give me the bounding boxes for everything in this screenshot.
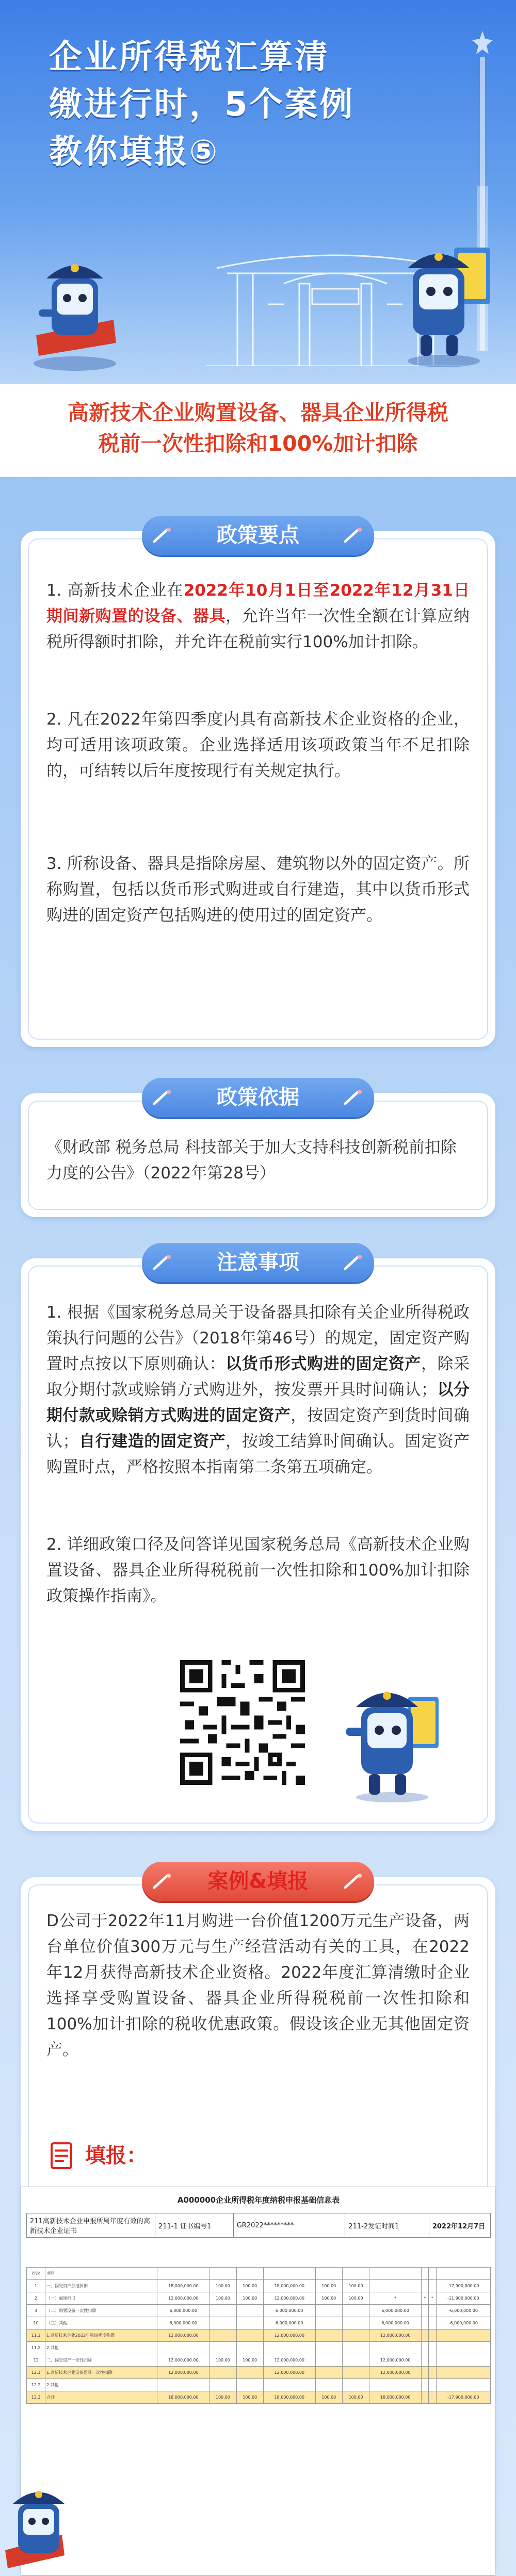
table-cell <box>429 2342 436 2354</box>
table-cell: 100.00 <box>315 2280 342 2292</box>
table-cell: 行次 <box>27 2268 45 2280</box>
subtitle-line-1: 高新技术企业购置设备、器具企业所得税 <box>68 400 448 425</box>
table-cell <box>157 2342 209 2354</box>
header-banner <box>0 0 516 384</box>
brush-icon <box>152 1873 173 1890</box>
table-cell: 1.高新技术企业2022年第四季度购置 <box>45 2329 157 2342</box>
policy-basis-text: 《财政部 税务总局 科技部关于加大支持科技创新税前扣除力度的公告》（2022年第28号） <box>46 1138 457 1183</box>
table-cell <box>342 2317 369 2329</box>
table-cell <box>422 2317 429 2329</box>
table-cell: 12,000,000.00 <box>157 2367 209 2379</box>
table-cell: 2.其他 <box>45 2379 157 2391</box>
table-cell: * <box>429 2292 436 2305</box>
table-cell: -17,900,000.00 <box>436 2391 490 2404</box>
table-cell: 6,000,000.00 <box>369 2317 422 2329</box>
table-cell: 12.1 <box>27 2367 45 2379</box>
brush-icon <box>343 527 364 544</box>
table-cell: -17,900,000.00 <box>436 2280 490 2292</box>
notes-pill <box>142 1243 374 1282</box>
cert-row-label: 211高新技术企业申报所属年度有效的高新技术企业证书 <box>27 2213 155 2238</box>
table-cell: 1.高新技术企业设备器具一次性扣除 <box>45 2367 157 2379</box>
table-cell <box>422 2329 429 2342</box>
table-cell <box>315 2367 342 2379</box>
note-2: 2. 详细政策口径及问答详见国家税务总局《高新技术企业购置设备、器具企业所得税税前一次性扣除和100%加计扣除政策操作指南》。 <box>46 1535 470 1605</box>
table-cell <box>429 2367 436 2379</box>
table-cell: 100.00 <box>236 2280 263 2292</box>
table-cell <box>369 2342 422 2354</box>
table-cell <box>436 2268 490 2280</box>
table-cell <box>422 2391 429 2404</box>
table-cell: 3 <box>27 2305 45 2317</box>
table-cell <box>422 2268 429 2280</box>
table-cell: 18,000,000.00 <box>157 2391 209 2404</box>
table-cell: 6,000,000.00 <box>263 2305 315 2317</box>
table-cell <box>436 2354 490 2367</box>
table-cell: 12,000,000.00 <box>369 2367 422 2379</box>
table-cell <box>342 2329 369 2342</box>
table-cell: 100.00 <box>342 2280 369 2292</box>
table-cell: 一、固定资产加速折旧 <box>45 2280 157 2292</box>
table-cell: 6,000,000.00 <box>263 2317 315 2329</box>
table-row <box>27 2329 491 2342</box>
table-cell: 12,000,000.00 <box>157 2292 209 2305</box>
table-cell: 100.00 <box>209 2391 236 2404</box>
brush-icon <box>343 1089 364 1106</box>
table-row <box>27 2305 491 2317</box>
table-cell <box>342 2268 369 2280</box>
table-cell <box>236 2268 263 2280</box>
table-cell: 12,000,000.00 <box>157 2329 209 2342</box>
table-row <box>27 2280 491 2292</box>
title-line-1: 企业所得税汇算清 <box>49 38 330 76</box>
case-text: D公司于2022年11月购进一台价值1200万元生产设备，两台单位价值300万元与生产经营活动有关的工具，在2022年12月获得高新技术企业资格。2022年度汇算清缴时企业选择享受购置设备、器具企业所得税税前一次性扣除和100%加计扣除的税收优惠政策。假设该企业无其他固定资产。 <box>46 1912 470 2059</box>
table-row <box>27 2342 491 2354</box>
bold-text: 自行建造的固定资产 <box>78 1432 226 1451</box>
text: ，除采取分期付款或赊销方式购进外，按发票开具时间确认； <box>46 1355 470 1399</box>
table-cell: 12,000,000.00 <box>263 2292 315 2305</box>
fill-label: 填报： <box>85 2144 147 2168</box>
tax-mascot-middle <box>335 1650 449 1805</box>
bold-text: 以货币形式购进的固定资产 <box>225 1355 421 1373</box>
table-cell: 100.00 <box>342 2391 369 2404</box>
text: ，按固定资产到货时间确认； <box>46 1406 470 1451</box>
brush-icon <box>152 1089 173 1106</box>
table-cell: 2.其他 <box>45 2342 157 2354</box>
table-cell: 6,000,000.00 <box>369 2305 422 2317</box>
bold-text: 以分期付款或赊销方式购进的固定资产 <box>46 1381 470 1425</box>
table-cell <box>429 2354 436 2367</box>
table-row <box>27 2379 491 2391</box>
table-row <box>27 2317 491 2329</box>
table-cell <box>429 2391 436 2404</box>
table-cell <box>209 2329 236 2342</box>
cert-date-value: 2022年12月7日 <box>429 2213 490 2238</box>
table-row <box>27 2268 491 2280</box>
table-cell: 12,000,000.00 <box>369 2354 422 2367</box>
table-cell <box>429 2379 436 2391</box>
table-cell: 100.00 <box>315 2292 342 2305</box>
text: ，按竣工结算时间确认。固定资产购置时点，严格按照本指南第二条第五项确定。 <box>46 1432 470 1476</box>
table-cell: 11.1 <box>27 2329 45 2342</box>
pill-label: 政策要点 <box>217 523 299 547</box>
table-cell: 100.00 <box>315 2391 342 2404</box>
table-row <box>27 2354 491 2367</box>
policy-points-pill <box>142 516 374 555</box>
table-cell <box>263 2268 315 2280</box>
table-cell: 合计 <box>45 2391 157 2404</box>
table-cell <box>429 2268 436 2280</box>
table-cell <box>315 2305 342 2317</box>
cert-no-label: 211-1 证书编号1 <box>155 2213 234 2238</box>
table-cell: （三）其他 <box>45 2317 157 2329</box>
table-row <box>27 2367 491 2379</box>
cert-no-value: GR2022********* <box>233 2213 345 2238</box>
brush-icon <box>343 1254 364 1271</box>
table-cell <box>236 2379 263 2391</box>
table-cell <box>436 2379 490 2391</box>
table-cell <box>315 2354 342 2367</box>
table-cell <box>429 2305 436 2317</box>
table-cell <box>263 2342 315 2354</box>
table-cell: 100.00 <box>209 2292 236 2305</box>
table-cell <box>157 2379 209 2391</box>
table-cell: 12,000,000.00 <box>263 2367 315 2379</box>
table-cell <box>422 2280 429 2292</box>
table-cell: 2 <box>27 2292 45 2305</box>
table-cell: 100.00 <box>236 2391 263 2404</box>
text: 1. 高新技术企业在 <box>46 581 184 600</box>
pill-label: 注意事项 <box>217 1251 299 1274</box>
subtitle <box>31 397 485 459</box>
title-line-2: 缴进行时，5个案例 <box>49 86 355 124</box>
table-cell <box>236 2317 263 2329</box>
table-cell <box>436 2329 490 2342</box>
table-cell <box>422 2354 429 2367</box>
table-cell <box>236 2367 263 2379</box>
table-cell: （一）加速折旧 <box>45 2292 157 2305</box>
brush-icon <box>152 527 173 544</box>
page-title <box>49 34 441 176</box>
table-cell: * <box>369 2292 422 2305</box>
text: ，允许当年一次性全额在计算应纳税所得额时扣除，并允许在税前实行100%加计扣除。 <box>46 607 470 651</box>
table-cell <box>369 2268 422 2280</box>
table-cell: 12,000,000.00 <box>263 2354 315 2367</box>
table-cell <box>315 2317 342 2329</box>
table-cell: 12,000,000.00 <box>369 2329 422 2342</box>
table-cell <box>209 2379 236 2391</box>
table-row <box>27 2391 491 2404</box>
table-cell <box>369 2280 422 2292</box>
table-cell <box>422 2367 429 2379</box>
table-cell <box>342 2305 369 2317</box>
case-pill <box>142 1862 374 1901</box>
table-cell: -6,000,000.00 <box>436 2305 490 2317</box>
table-cell: 1 <box>27 2280 45 2292</box>
table-cell: （二）购置设备一次性扣除 <box>45 2305 157 2317</box>
form-data-table <box>26 2267 491 2404</box>
table-cell <box>315 2379 342 2391</box>
policy-point-1 <box>46 578 470 655</box>
tax-form-screenshot <box>21 2187 495 2576</box>
table-cell: 二、固定资产一次性扣除 <box>45 2354 157 2367</box>
table-cell: 100.00 <box>342 2292 369 2305</box>
table-cell <box>209 2342 236 2354</box>
table-row <box>27 2292 491 2305</box>
form-info-table <box>26 2213 491 2238</box>
table-cell: 12.2 <box>27 2379 45 2391</box>
table-cell: * <box>422 2292 429 2305</box>
table-cell <box>209 2268 236 2280</box>
table-cell: 11.2 <box>27 2342 45 2354</box>
table-cell <box>422 2379 429 2391</box>
table-cell: 100.00 <box>209 2280 236 2292</box>
table-cell: 12 <box>27 2354 45 2367</box>
table-cell: 100.00 <box>236 2354 263 2367</box>
table-cell: 18,000,000.00 <box>369 2391 422 2404</box>
table-cell: -11,900,000.00 <box>436 2292 490 2305</box>
table-cell <box>315 2268 342 2280</box>
table-cell <box>429 2329 436 2342</box>
table-cell <box>342 2342 369 2354</box>
table-cell: 18,000,000.00 <box>263 2280 315 2292</box>
table-cell <box>315 2329 342 2342</box>
tax-mascot-bottom <box>0 2473 77 2576</box>
table-cell <box>209 2317 236 2329</box>
table-cell: 18,000,000.00 <box>263 2391 315 2404</box>
table-cell <box>236 2342 263 2354</box>
table-cell: -6,000,000.00 <box>436 2317 490 2329</box>
pill-label: 政策依据 <box>217 1086 299 1109</box>
table-cell: 100.00 <box>236 2292 263 2305</box>
table-cell: 18,000,000.00 <box>157 2280 209 2292</box>
note-1 <box>46 1300 470 1480</box>
table-cell <box>236 2329 263 2342</box>
table-cell <box>315 2342 342 2354</box>
table-cell: 12,000,000.00 <box>263 2329 315 2342</box>
table-cell <box>342 2354 369 2367</box>
table-cell <box>429 2280 436 2292</box>
cert-date-label: 211-2发证时间1 <box>345 2213 429 2238</box>
table-cell: 100.00 <box>209 2354 236 2367</box>
table-cell <box>209 2367 236 2379</box>
brush-icon <box>152 1254 173 1271</box>
form-title: A000000企业所得税年度纳税申报基础信息表 <box>177 2195 340 2205</box>
table-cell <box>342 2367 369 2379</box>
table-cell <box>342 2379 369 2391</box>
table-cell <box>422 2342 429 2354</box>
table-cell <box>157 2268 209 2280</box>
table-cell <box>369 2379 422 2391</box>
table-cell: 12,000,000.00 <box>157 2354 209 2367</box>
table-cell: 10 <box>27 2317 45 2329</box>
highlight-text: 2022年10月1日至2022年12月31日期间新购置的设备、器具 <box>46 581 470 626</box>
table-cell <box>263 2379 315 2391</box>
table-cell <box>209 2305 236 2317</box>
table-cell: 12.3 <box>27 2391 45 2404</box>
qr-code[interactable] <box>175 1655 310 1790</box>
table-cell: 项目 <box>45 2268 157 2280</box>
table-cell: 6,000,000.00 <box>157 2317 209 2329</box>
title-line-3: 教你填报⑤ <box>49 133 220 171</box>
policy-point-2: 2. 凡在2022年第四季度内具有高新技术企业资格的企业，均可适用该项政策。企业选择适用该项政策当年不足扣除的，可结转以后年度按现行有关规定执行。 <box>46 710 470 780</box>
pill-label: 案例&填报 <box>207 1869 309 1893</box>
table-cell: 6,000,000.00 <box>157 2305 209 2317</box>
tax-mascot-right <box>392 217 495 371</box>
policy-basis-pill <box>142 1078 374 1117</box>
table-cell <box>422 2305 429 2317</box>
policy-point-3: 3. 所称设备、器具是指除房屋、建筑物以外的固定资产。所称购置，包括以货币形式购进或自行建造，其中以货币形式购进的固定资产包括购进的使用过的固定资产。 <box>46 855 470 925</box>
text: 1. 根据《国家税务总局关于设备器具扣除有关企业所得税政策执行问题的公告》（2018年第46号）的规定，固定资产购置时点按以下原则确认： <box>46 1303 470 1373</box>
table-cell <box>436 2342 490 2354</box>
table-cell <box>429 2317 436 2329</box>
tax-mascot-left <box>21 232 129 376</box>
table-cell <box>236 2305 263 2317</box>
brush-icon <box>343 1873 364 1890</box>
table-cell <box>436 2367 490 2379</box>
document-icon <box>46 2140 77 2171</box>
subtitle-line-2: 税前一次性扣除和100%加计扣除 <box>98 431 418 456</box>
